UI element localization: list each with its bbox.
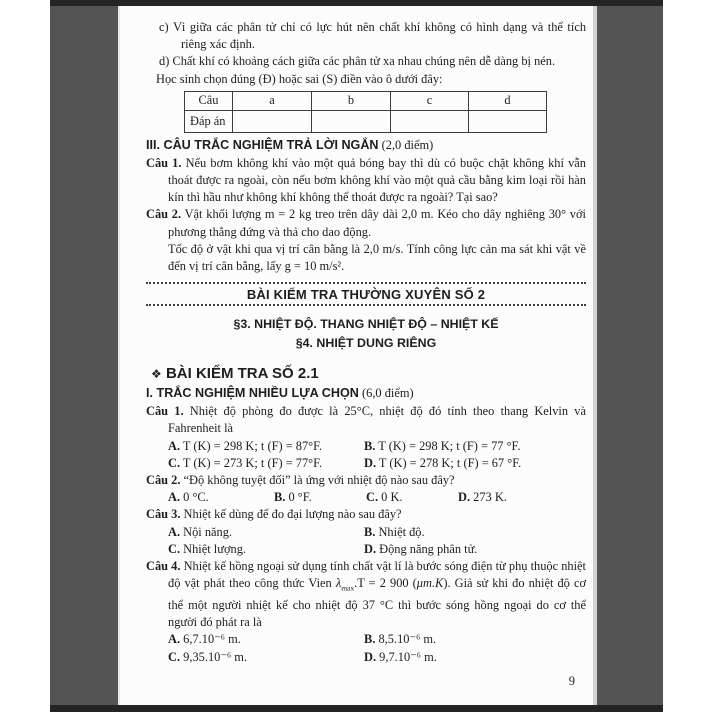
answer-row-label: Đáp án: [185, 110, 233, 132]
question-label: Câu 4.: [146, 559, 181, 574]
mc-question-4: [146, 558, 586, 631]
option-b: [364, 438, 521, 455]
option-text: 0 °C.: [183, 490, 209, 505]
answer-header-cell: d: [469, 91, 547, 110]
question-text: Nhiệt độ phòng đo được là 25°C, nhiệt độ đó tính theo thang Kelvin và Fahrenheit là: [168, 404, 586, 436]
lambda-symbol: λ: [335, 576, 342, 591]
answer-blank-cell: [391, 110, 469, 132]
question-label: Câu 2.: [146, 207, 182, 222]
mc-question-3: [146, 506, 586, 523]
option-letter: B.: [364, 438, 376, 453]
option-letter: A.: [168, 524, 181, 539]
option-text: T (K) = 298 K; t (F) = 77 °F.: [378, 438, 521, 453]
item-text: Vì giữa các phân tử chỉ có lực hút nên chất khí không có hình dạng và thể tích riêng xác định.: [172, 20, 587, 52]
mc-question-4-options-row-1: [146, 631, 586, 648]
instruction-line: Học sinh chọn đúng (Đ) hoặc sai (S) điền vào ô dưới đây:: [156, 71, 443, 86]
answer-header-cell: Câu: [185, 91, 233, 110]
question-text-part: ). Giả sử khi đo nhiệt độ cơ thể một người nhiệt kế cho nhiệt độ 37 °C thì bước sóng hồng ngoại do cơ thể người đó phát ra là: [168, 576, 586, 630]
answer-blank-cell: [469, 110, 547, 132]
question-text: Nếu bơm không khí vào một quả bóng bay thì dù có buộc chặt không khí vẫn thoát được ra ngoài, còn nếu bơm không khí vào một quả cầu bằng kim loại rồi hàn kín thì hầu như không khí không thể thoát được ra ngoài? Tại sao?: [168, 155, 586, 205]
option-letter: B.: [364, 524, 376, 539]
question-text-part: .T = 2 900 (: [354, 576, 417, 591]
question-label: Câu 2.: [146, 473, 181, 488]
option-text: 0 K.: [381, 490, 403, 505]
option-text: 273 K.: [473, 490, 507, 505]
option-b: [274, 489, 366, 506]
option-letter: A.: [168, 632, 181, 647]
question-text: Vật khối lượng m = 2 kg treo trên dây dài 2,0 m. Kéo cho dây nghiêng 30° với phương thẳng đứng và thả cho dao động.: [168, 207, 586, 239]
question-2-continuation: Tốc độ ở vật khi qua vị trí cân bằng là 2,0 m/s. Tính công lực cản ma sát khi vật về đến vị trí cân bằng, lấy g = 10 m/s².: [168, 241, 586, 274]
option-a: [168, 489, 274, 506]
option-text: Động năng phân tử.: [379, 541, 478, 556]
banner-title: BÀI KIỂM TRA THƯỜNG XUYÊN SỐ 2: [246, 287, 486, 303]
answer-table-header-row: [185, 91, 547, 110]
option-c: [168, 649, 364, 666]
option-letter: D.: [458, 490, 471, 505]
answer-blank-cell: [233, 110, 312, 132]
option-text: Nội năng.: [183, 524, 233, 539]
book-page: [118, 6, 597, 705]
test-2-1-title: [151, 365, 586, 382]
option-d: [364, 455, 521, 472]
part-1-heading: [146, 386, 586, 401]
item-marker: d): [159, 54, 170, 69]
section-3-heading: [146, 138, 586, 153]
option-letter: C.: [366, 490, 379, 505]
option-text: 0 °F.: [288, 490, 312, 505]
option-text: 8,5.10⁻⁶ m.: [378, 632, 437, 647]
option-letter: D.: [364, 649, 377, 664]
mc-question-3-options-row-1: [146, 524, 586, 541]
option-text: T (K) = 278 K; t (F) = 67 °F.: [378, 455, 522, 470]
statement-item-d: [159, 53, 586, 70]
short-answer-question-1: [146, 155, 586, 207]
question-text: “Độ không tuyệt đối” là ứng với nhiệt độ nào sau đây?: [183, 473, 455, 488]
mc-question-1-options-row-1: [146, 438, 586, 455]
option-letter: D.: [364, 455, 377, 470]
question-text: Nhiệt kế dùng để đo đại lượng nào sau đây?: [183, 507, 402, 522]
dotted-rule-bottom: [146, 304, 586, 306]
question-label: Câu 1.: [146, 155, 182, 170]
option-d: [364, 649, 437, 666]
option-letter: B.: [364, 632, 376, 647]
mc-question-3-options-row-2: [146, 541, 586, 558]
option-letter: C.: [168, 455, 181, 470]
option-text: Nhiệt độ.: [378, 524, 425, 539]
answer-header-cell: c: [391, 91, 469, 110]
item-marker: c): [159, 20, 169, 34]
answer-blank-cell: [312, 110, 391, 132]
answer-header-cell: b: [312, 91, 391, 110]
option-c: [168, 541, 364, 558]
option-letter: C.: [168, 649, 181, 664]
mc-question-1-options-row-2: [146, 455, 586, 472]
statement-item-c: [159, 19, 586, 53]
mc-question-4-options-row-2: [146, 649, 586, 666]
question-label: Câu 3.: [146, 507, 181, 522]
option-letter: D.: [364, 541, 377, 556]
option-letter: A.: [168, 490, 181, 505]
lesson-heading-3: §3. NHIỆT ĐỘ. THANG NHIỆT ĐỘ – NHIỆT KẾ: [233, 317, 499, 332]
option-a: [168, 631, 364, 648]
option-a: [168, 438, 364, 455]
item-text: Chất khí có khoảng cách giữa các phân tử xa nhau chúng nên dễ dàng bị nén.: [172, 54, 556, 69]
mc-question-2-options-row: [146, 489, 586, 506]
option-d: [364, 541, 477, 558]
option-text: 9,35.10⁻⁶ m.: [183, 649, 248, 664]
mc-question-2: [146, 472, 586, 489]
section-3-title: III. CÂU TRẮC NGHIỆM TRẢ LỜI NGẮN: [146, 137, 379, 152]
option-d: [458, 489, 507, 506]
question-label: Câu 1.: [146, 404, 184, 419]
part-1-title: I. TRẮC NGHIỆM NHIỀU LỰA CHỌN: [146, 386, 359, 401]
lesson-heading-4: §4. NHIỆT DUNG RIÊNG: [295, 336, 437, 351]
diamond-icon: ❖: [151, 367, 162, 382]
option-text: T (K) = 273 K; t (F) = 77°F.: [182, 455, 323, 470]
book-cover: [50, 0, 663, 712]
option-c: [366, 489, 458, 506]
answer-header-cell: a: [233, 91, 312, 110]
lambda-subscript: max: [341, 583, 355, 593]
section-3-points: (2,0 điểm): [381, 137, 434, 152]
option-b: [364, 631, 436, 648]
part-1-points: (6,0 điểm): [362, 386, 414, 401]
test-title-text: BÀI KIỂM TRA SỐ 2.1: [165, 365, 319, 383]
mc-question-1: [146, 403, 586, 437]
option-letter: B.: [274, 490, 286, 505]
option-c: [168, 455, 364, 472]
mu-unit: μm.K: [416, 576, 444, 591]
short-answer-question-2: [146, 206, 586, 240]
option-text: T (K) = 298 K; t (F) = 87°F.: [182, 438, 323, 453]
option-text: 6,7.10⁻⁶ m.: [183, 632, 241, 647]
option-letter: A.: [168, 438, 181, 453]
answer-table-row: [185, 110, 547, 132]
option-b: [364, 524, 425, 541]
option-text: 9,7.10⁻⁶ m.: [379, 649, 437, 664]
page-number: 9: [568, 674, 575, 688]
option-a: [168, 524, 364, 541]
question-text-part: Nhiệt kế hồng ngoại sử dụng tính chất vật lí là bước sóng điện từ phụ thuộc nhiệt độ vật phát theo công thức Vien: [168, 559, 586, 591]
answer-table: [184, 91, 547, 133]
option-text: Nhiệt lượng.: [183, 541, 246, 556]
banner-test-2: [146, 282, 586, 306]
option-letter: C.: [168, 541, 181, 556]
